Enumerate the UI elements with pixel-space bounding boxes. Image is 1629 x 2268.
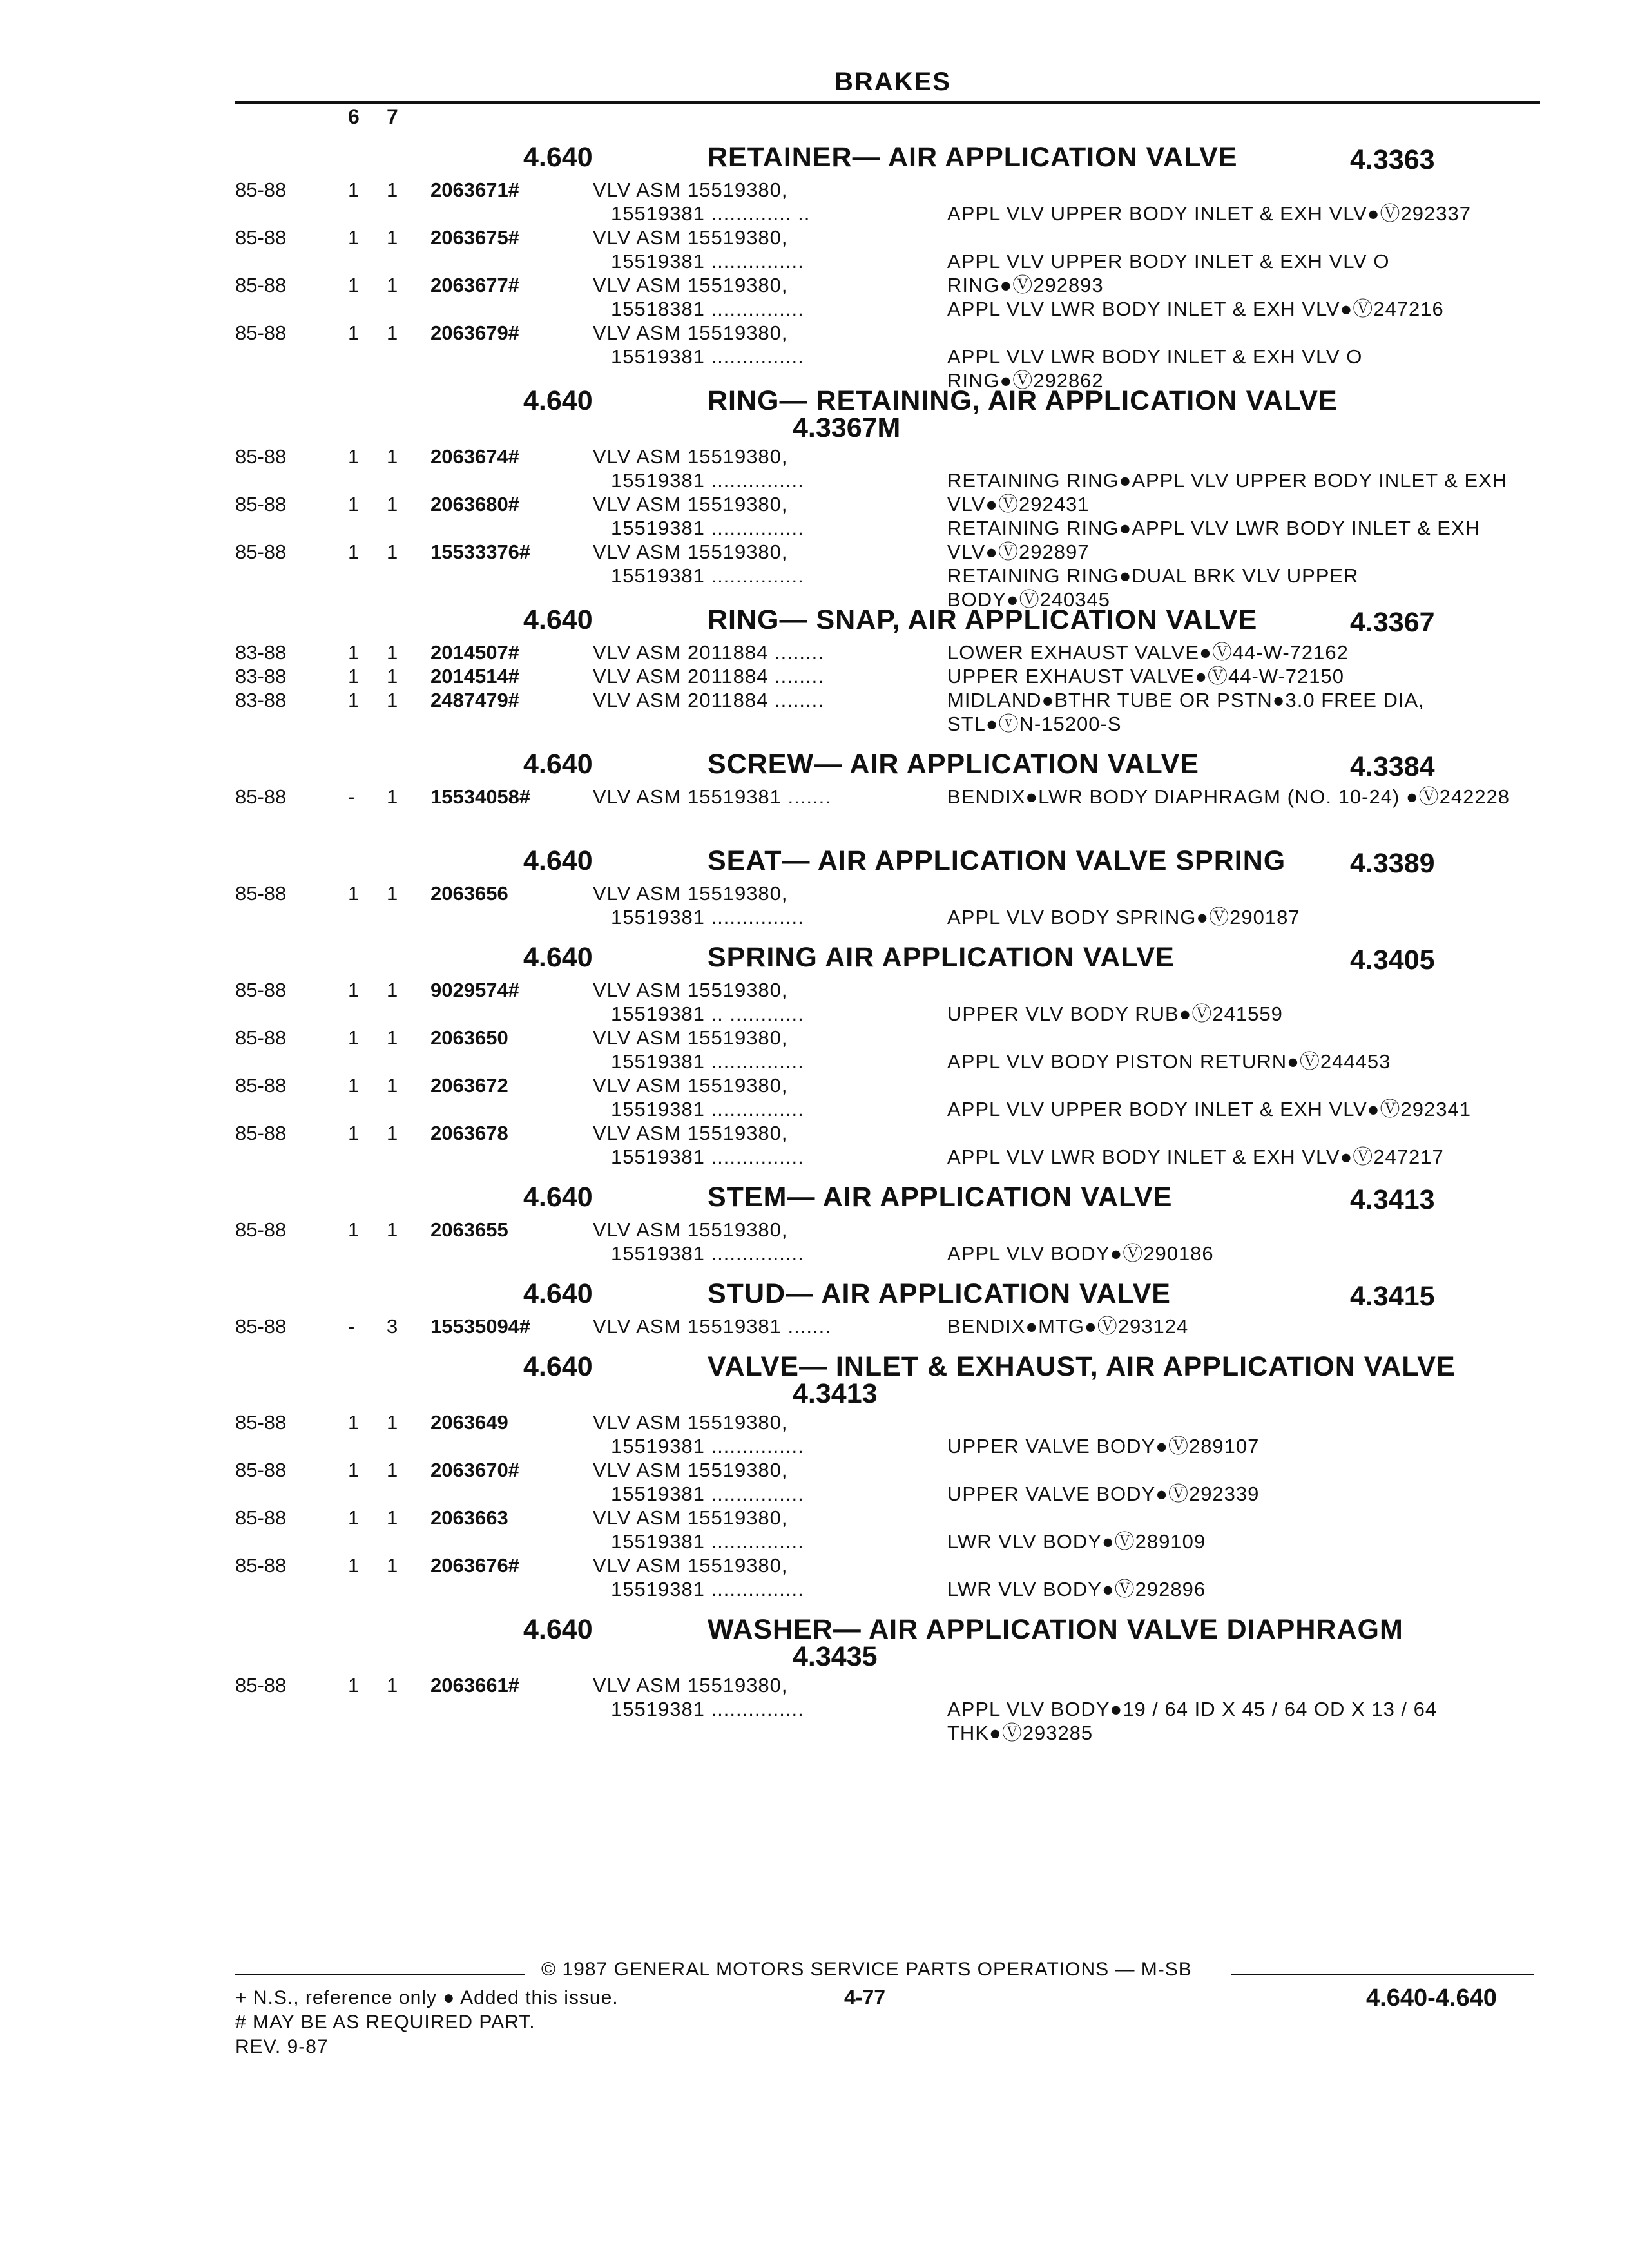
qty-column-6: 1 (348, 689, 360, 711)
usage-assembly: VLV ASM 2011884 ........ (593, 641, 824, 664)
usage-assembly: VLV ASM 15519380, (593, 322, 788, 344)
page-number: 4-77 (844, 1986, 886, 2009)
model-years: 85-88 (235, 1554, 287, 1577)
usage-assembly: VLV ASM 15519380, (593, 493, 788, 515)
footnote-ns: + N.S., reference only ● Added this issue. (235, 1987, 619, 2008)
section-reference: 4.3413 (1350, 1184, 1435, 1215)
usage-assembly: VLV ASM 15519380, (593, 1674, 788, 1696)
section-heading (0, 1276, 1629, 1314)
qty-column-7: 1 (387, 665, 398, 687)
usage-assembly-continued: 15519381 ............... (611, 1578, 804, 1600)
usage-assembly: VLV ASM 15519380, (593, 1411, 788, 1434)
part-description: UPPER VALVE BODY●Ⓥ289107 (947, 1435, 1260, 1457)
parts-section (0, 1349, 1629, 1601)
part-description: UPPER EXHAUST VALVE●Ⓥ44-W-72150 (947, 665, 1344, 687)
qty-column-7: 1 (387, 1674, 398, 1696)
model-years: 83-88 (235, 665, 287, 687)
section-title: VALVE— INLET & EXHAUST, AIR APPLICATION VALVE (708, 1351, 1456, 1382)
usage-assembly: VLV ASM 15519380, (593, 979, 788, 1001)
part-description: BENDIX●LWR BODY DIAPHRAGM (NO. 10-24) ●Ⓥ242228 (947, 785, 1510, 808)
section-heading (0, 383, 1629, 445)
section-number: 4.640 (523, 749, 593, 780)
qty-column-6: 1 (348, 226, 360, 249)
model-years: 85-88 (235, 1411, 287, 1434)
model-years: 83-88 (235, 689, 287, 711)
part-entry (0, 881, 1629, 929)
section-heading (0, 602, 1629, 640)
part-entry (0, 1314, 1629, 1338)
usage-assembly: VLV ASM 15519380, (593, 178, 788, 201)
part-entry (0, 664, 1629, 688)
part-number: 2014507# (430, 641, 519, 664)
parts-section (0, 1611, 1629, 1744)
model-years: 85-88 (235, 785, 287, 808)
part-description: APPL VLV UPPER BODY INLET & EXH VLV●Ⓥ292341 (947, 1098, 1471, 1120)
qty-column-7: 1 (387, 1506, 398, 1529)
section-title: SEAT— AIR APPLICATION VALVE SPRING (708, 845, 1286, 876)
part-entry (0, 1506, 1629, 1553)
usage-assembly-continued: 15518381 ............... (611, 298, 804, 320)
usage-assembly: VLV ASM 15519380, (593, 1074, 788, 1097)
model-years: 85-88 (235, 882, 287, 905)
model-years: 85-88 (235, 541, 287, 563)
section-title: SCREW— AIR APPLICATION VALVE (708, 749, 1199, 780)
section-title: RING— SNAP, AIR APPLICATION VALVE (708, 604, 1258, 635)
qty-column-7: 1 (387, 689, 398, 711)
usage-assembly-continued: 15519381 ............... (611, 1435, 804, 1457)
part-entry (0, 785, 1629, 832)
section-range: 4.640-4.640 (1366, 1984, 1497, 2012)
part-number: 2063678 (430, 1122, 508, 1144)
qty-column-6: 1 (348, 979, 360, 1001)
section-reference: 4.3415 (1350, 1281, 1435, 1312)
section-title: RETAINER— AIR APPLICATION VALVE (708, 142, 1238, 173)
qty-column-6: 1 (348, 665, 360, 687)
part-description: UPPER VLV BODY RUB●Ⓥ241559 (947, 1003, 1283, 1025)
section-heading (0, 1611, 1629, 1673)
usage-assembly-continued: 15519381 ............. .. (611, 202, 811, 225)
qty-column-7: 1 (387, 445, 398, 468)
model-years: 85-88 (235, 493, 287, 515)
usage-assembly-continued: 15519381 ............... (611, 1242, 804, 1265)
qty-column-7: 1 (387, 882, 398, 905)
part-number: 2014514# (430, 665, 519, 687)
usage-assembly: VLV ASM 15519380, (593, 1506, 788, 1529)
part-number: 9029574# (430, 979, 519, 1001)
qty-column-6: 1 (348, 1074, 360, 1097)
qty-column-7: 1 (387, 1554, 398, 1577)
part-entry (0, 1553, 1629, 1601)
parts-section (0, 602, 1629, 736)
usage-assembly: VLV ASM 15519381 ....... (593, 1315, 831, 1338)
section-heading (0, 139, 1629, 178)
section-number: 4.640 (523, 1351, 593, 1382)
usage-assembly: VLV ASM 15519380, (593, 274, 788, 296)
qty-column-7: 1 (387, 1074, 398, 1097)
model-years: 85-88 (235, 1674, 287, 1696)
part-entry (0, 1458, 1629, 1506)
usage-assembly: VLV ASM 2011884 ........ (593, 689, 824, 711)
model-years: 85-88 (235, 274, 287, 296)
qty-column-6: 1 (348, 1218, 360, 1241)
section-heading (0, 1349, 1629, 1410)
part-number: 2063655 (430, 1218, 508, 1241)
usage-assembly-continued: 15519381 ............... (611, 345, 804, 368)
section-reference: 4.3405 (1350, 945, 1435, 975)
part-number: 15535094# (430, 1315, 531, 1338)
footnote-as-required: # MAY BE AS REQUIRED PART. (235, 2012, 535, 2033)
qty-column-7: 1 (387, 1218, 398, 1241)
part-description: APPL VLV BODY●Ⓥ290186 (947, 1242, 1214, 1265)
part-description: RETAINING RING●APPL VLV LWR BODY INLET & EXH VLV●Ⓥ292897 (947, 517, 1481, 563)
part-entry (0, 1121, 1629, 1169)
qty-column-6: 1 (348, 178, 360, 201)
model-years: 85-88 (235, 1315, 287, 1338)
usage-assembly: VLV ASM 15519380, (593, 541, 788, 563)
usage-assembly: VLV ASM 15519380, (593, 1218, 788, 1241)
qty-column-6: - (348, 785, 355, 808)
usage-assembly: VLV ASM 15519380, (593, 882, 788, 905)
part-description: APPL VLV UPPER BODY INLET & EXH VLV O RING●Ⓥ292893 (947, 250, 1390, 296)
part-description: APPL VLV BODY SPRING●Ⓥ290187 (947, 906, 1300, 928)
section-reference: 4.3413 (793, 1378, 878, 1409)
qty-column-6: 1 (348, 274, 360, 296)
model-years: 85-88 (235, 1506, 287, 1529)
section-title: WASHER— AIR APPLICATION VALVE DIAPHRAGM (708, 1614, 1403, 1645)
section-reference: 4.3363 (1350, 144, 1435, 175)
section-reference: 4.3435 (793, 1641, 878, 1672)
section-title: RING— RETAINING, AIR APPLICATION VALVE (708, 385, 1338, 416)
part-number: 2063671# (430, 178, 519, 201)
usage-assembly-continued: 15519381 ............... (611, 1146, 804, 1168)
section-heading (0, 746, 1629, 785)
qty-column-7: 1 (387, 979, 398, 1001)
qty-column-6: 1 (348, 882, 360, 905)
parts-section (0, 939, 1629, 1169)
part-description: APPL VLV LWR BODY INLET & EXH VLV O RING●Ⓥ292862 (947, 345, 1363, 392)
section-number: 4.640 (523, 1278, 593, 1309)
qty-column-6: 1 (348, 1122, 360, 1144)
model-years: 85-88 (235, 445, 287, 468)
part-number: 2487479# (430, 689, 519, 711)
qty-column-6: 1 (348, 1459, 360, 1481)
section-heading (0, 843, 1629, 881)
footer-notes (235, 1986, 619, 2059)
part-entry (0, 1026, 1629, 1073)
part-description: RETAINING RING●DUAL BRK VLV UPPER BODY●Ⓥ240345 (947, 564, 1359, 611)
model-years: 85-88 (235, 1026, 287, 1049)
qty-column-7: 1 (387, 322, 398, 344)
part-description: APPL VLV UPPER BODY INLET & EXH VLV●Ⓥ292337 (947, 202, 1471, 225)
usage-assembly-continued: 15519381 ............... (611, 1098, 804, 1120)
part-description: MIDLAND●BTHR TUBE OR PSTN●3.0 FREE DIA, STL●ⓥN-15200-S (947, 689, 1425, 735)
part-number: 2063650 (430, 1026, 508, 1049)
usage-assembly: VLV ASM 15519380, (593, 1459, 788, 1481)
usage-assembly-continued: 15519381 ............... (611, 564, 804, 587)
column-heading-6: 6 (348, 105, 360, 128)
part-entry (0, 540, 1629, 611)
footer-rule-left (235, 1974, 525, 1975)
qty-column-6: 1 (348, 493, 360, 515)
part-number: 15533376# (430, 541, 531, 563)
model-years: 85-88 (235, 1074, 287, 1097)
qty-column-6: 1 (348, 1506, 360, 1529)
qty-column-6: 1 (348, 1554, 360, 1577)
model-years: 85-88 (235, 1218, 287, 1241)
qty-column-6: - (348, 1315, 355, 1338)
usage-assembly-continued: 15519381 ............... (611, 1050, 804, 1073)
part-entry (0, 1073, 1629, 1121)
usage-assembly: VLV ASM 15519380, (593, 1026, 788, 1049)
usage-assembly-continued: 15519381 .. ............ (611, 1003, 804, 1025)
revision-date: REV. 9-87 (235, 2036, 329, 2057)
section-number: 4.640 (523, 1182, 593, 1213)
part-description: LWR VLV BODY●Ⓥ289109 (947, 1530, 1206, 1553)
part-number: 2063670# (430, 1459, 519, 1481)
part-description: APPL VLV BODY PISTON RETURN●Ⓥ244453 (947, 1050, 1391, 1073)
part-number: 2063656 (430, 882, 508, 905)
section-number: 4.640 (523, 845, 593, 876)
part-entry (0, 1218, 1629, 1265)
qty-column-6: 1 (348, 541, 360, 563)
usage-assembly: VLV ASM 15519380, (593, 1554, 788, 1577)
section-number: 4.640 (523, 142, 593, 173)
part-number: 2063677# (430, 274, 519, 296)
part-number: 2063649 (430, 1411, 508, 1434)
part-description: UPPER VALVE BODY●Ⓥ292339 (947, 1483, 1260, 1505)
usage-assembly: VLV ASM 15519380, (593, 226, 788, 249)
page-title: BRAKES (834, 68, 951, 96)
usage-assembly-continued: 15519381 ............... (611, 1698, 804, 1720)
qty-column-7: 1 (387, 493, 398, 515)
qty-column-6: 1 (348, 445, 360, 468)
part-entry (0, 978, 1629, 1026)
parts-section (0, 1276, 1629, 1338)
part-entry (0, 1410, 1629, 1458)
part-entry (0, 1673, 1629, 1744)
part-number: 2063672 (430, 1074, 508, 1097)
part-description: APPL VLV LWR BODY INLET & EXH VLV●Ⓥ247216 (947, 298, 1444, 320)
parts-section (0, 139, 1629, 392)
part-description: LWR VLV BODY●Ⓥ292896 (947, 1578, 1206, 1600)
section-reference: 4.3367M (793, 412, 901, 443)
copyright-notice: © 1987 GENERAL MOTORS SERVICE PARTS OPERATIONS — M-SB (541, 1959, 1192, 1980)
qty-column-7: 1 (387, 274, 398, 296)
parts-list (0, 129, 1629, 1744)
part-description: LOWER EXHAUST VALVE●Ⓥ44-W-72162 (947, 641, 1349, 664)
model-years: 85-88 (235, 178, 287, 201)
part-description: APPL VLV LWR BODY INLET & EXH VLV●Ⓥ247217 (947, 1146, 1444, 1168)
usage-assembly-continued: 15519381 ............... (611, 250, 804, 273)
qty-column-6: 1 (348, 1411, 360, 1434)
qty-column-7: 1 (387, 541, 398, 563)
model-years: 85-88 (235, 226, 287, 249)
part-number: 2063663 (430, 1506, 508, 1529)
part-entry (0, 640, 1629, 664)
part-number: 2063674# (430, 445, 519, 468)
usage-assembly: VLV ASM 15519380, (593, 445, 788, 468)
section-number: 4.640 (523, 1614, 593, 1645)
qty-column-6: 1 (348, 1674, 360, 1696)
qty-column-7: 1 (387, 1411, 398, 1434)
part-entry (0, 321, 1629, 392)
usage-assembly: VLV ASM 2011884 ........ (593, 665, 824, 687)
qty-column-7: 1 (387, 1459, 398, 1481)
model-years: 85-88 (235, 979, 287, 1001)
footer-rule-right (1231, 1974, 1534, 1975)
section-reference: 4.3384 (1350, 751, 1435, 782)
part-number: 2063675# (430, 226, 519, 249)
section-title: SPRING AIR APPLICATION VALVE (708, 942, 1175, 973)
parts-section (0, 746, 1629, 832)
part-description: BENDIX●MTG●Ⓥ293124 (947, 1315, 1189, 1338)
qty-column-7: 1 (387, 785, 398, 808)
part-number: 2063676# (430, 1554, 519, 1577)
part-description: APPL VLV BODY●19 / 64 ID X 45 / 64 OD X 13 / 64 THK●Ⓥ293285 (947, 1698, 1438, 1744)
section-number: 4.640 (523, 385, 593, 416)
section-number: 4.640 (523, 604, 593, 635)
column-heading-7: 7 (387, 105, 398, 128)
usage-assembly-continued: 15519381 ............... (611, 906, 804, 928)
qty-column-7: 1 (387, 1122, 398, 1144)
qty-column-7: 1 (387, 1026, 398, 1049)
model-years: 85-88 (235, 1459, 287, 1481)
qty-column-7: 1 (387, 641, 398, 664)
part-number: 2063680# (430, 493, 519, 515)
usage-assembly: VLV ASM 15519380, (593, 1122, 788, 1144)
section-title: STUD— AIR APPLICATION VALVE (708, 1278, 1171, 1309)
usage-assembly-continued: 15519381 ............... (611, 1483, 804, 1505)
parts-section (0, 1179, 1629, 1265)
qty-column-7: 1 (387, 178, 398, 201)
part-description: RETAINING RING●APPL VLV UPPER BODY INLET & EXH VLV●Ⓥ292431 (947, 469, 1508, 515)
qty-column-6: 1 (348, 1026, 360, 1049)
model-years: 85-88 (235, 1122, 287, 1144)
model-years: 85-88 (235, 322, 287, 344)
qty-column-7: 3 (387, 1315, 398, 1338)
header-rule (235, 101, 1540, 104)
section-heading (0, 939, 1629, 978)
section-title: STEM— AIR APPLICATION VALVE (708, 1182, 1173, 1213)
qty-column-6: 1 (348, 641, 360, 664)
usage-assembly-continued: 15519381 ............... (611, 517, 804, 539)
usage-assembly-continued: 15519381 ............... (611, 1530, 804, 1553)
section-reference: 4.3389 (1350, 848, 1435, 879)
part-number: 2063661# (430, 1674, 519, 1696)
part-number: 2063679# (430, 322, 519, 344)
qty-column-6: 1 (348, 322, 360, 344)
usage-assembly-continued: 15519381 ............... (611, 469, 804, 492)
part-entry (0, 273, 1629, 321)
section-number: 4.640 (523, 942, 593, 973)
parts-section (0, 383, 1629, 611)
qty-column-7: 1 (387, 226, 398, 249)
section-reference: 4.3367 (1350, 607, 1435, 638)
usage-assembly: VLV ASM 15519381 ....... (593, 785, 831, 808)
model-years: 83-88 (235, 641, 287, 664)
parts-section (0, 843, 1629, 929)
section-heading (0, 1179, 1629, 1218)
part-number: 15534058# (430, 785, 531, 808)
part-entry (0, 178, 1629, 226)
part-entry (0, 688, 1629, 736)
